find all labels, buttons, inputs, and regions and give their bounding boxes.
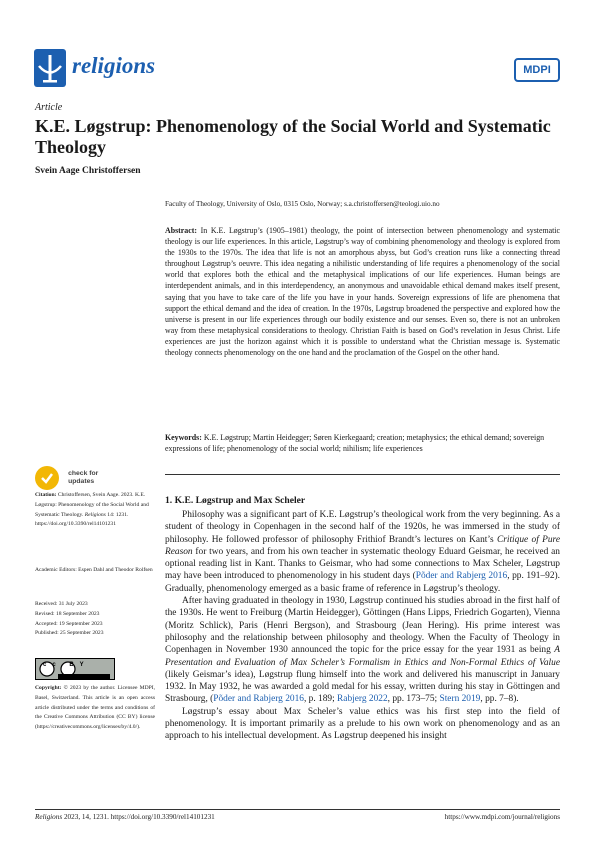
copyright (35, 684, 155, 733)
abstract-label: Abstract: (165, 226, 197, 235)
author-name: Svein Aage Christoffersen (35, 166, 141, 176)
body-text (165, 509, 560, 743)
citation-text-a: Christoffersen, Svein Aage. 2023. K.E. Løgstrup: Phenomenology of the Social World and Systematic Theology. (35, 492, 149, 518)
keywords-text: K.E. Løgstrup; Martin Heidegger; Søren Kierkegaard; creation; metaphysics; the ethical demand; sovereign expressions of life; phenomenology of the social world; nihilism; life experiences (165, 433, 545, 454)
check-for-updates-button[interactable] (35, 466, 98, 490)
citation (35, 491, 155, 530)
abstract (165, 225, 560, 358)
keywords-label: Keywords: (165, 433, 202, 442)
footer-journal: Religions (35, 813, 63, 821)
article-title: K.E. Løgstrup: Phenomenology of the Social World and Systematic Theology (35, 116, 551, 157)
divider (165, 474, 560, 475)
section-heading: 1. K.E. Løgstrup and Max Scheler (165, 495, 306, 506)
check-updates-icon (35, 466, 59, 490)
mdpi-logo: MDPI (514, 58, 560, 82)
citation-link[interactable]: Põder and Rabjerg 2016 (415, 571, 508, 582)
check-updates-line2: updates (68, 478, 95, 485)
paragraph-1: Philosophy was a significant part of K.E. Løgstrup’s theological work from the very beginning. As a student of theology in Copenhagen in the second half of the 1920s, he was immersed in the study of philosophy. He followed professor of philosophy Frithiof Brandt’s lectures on Kant’s Critique of Pure Reason for two years, and from his own teacher in systematic theology Eduard Geismar, he received an optional reading list in Kant. Thanks to Geismar, who had some connections to Max Scheler, Løgstrup may have been introduced to phenomenology in his student days (Põder and Rabjerg 2016, pp. 191–92). Gradually, phenomenology emerged as a basic frame of reference in Løgstrup’s theology. (165, 510, 561, 594)
footer-cite[interactable]: 2023, 14, 1231. https://doi.org/10.3390/rel14101231 (63, 813, 215, 821)
footer-divider (35, 809, 560, 810)
history-dates (35, 600, 155, 639)
check-updates-line1: check for (68, 470, 99, 477)
received-date: Received: 31 July 2023 (35, 601, 88, 607)
published-date: Published: 25 September 2023 (35, 630, 104, 637)
citation-link[interactable]: Stern 2019 (439, 694, 481, 705)
citation-label: Citation: (35, 492, 57, 498)
paragraph-2: After having graduated in theology in 1930, Løgstrup continued his studies abroad in the first half of the 1930s. He went to Freiburg (Martin Heidegger), Göttingen (Hans Lipps, Friedrich Gogarten), Vienna (Moritz Schlick), Paris (Henri Bergson), and Strasbourg (Jean Hering). His prime interest was philosophy and the relationship between philosophy and theology. When the Faculty of Theology in Copenhagen in November 1930 announced the topic for the price essay for the year 1931 as being A Presentation and Evaluation of Max Scheler’s Formalism in Ethics and Non-Formal Ethics of Value (likely Geismar’s idea), Løgstrup flung himself into the work and delivered his manuscript in January 1932. In May 1932, he was awarded a gold medal for his essay, written during his stay in Göttingen and Strasbourg, (Põder and Rabjerg 2016, p. 189; Rabjerg 2022, pp. 173–75; Stern 2019, pp. 7–8). (165, 596, 560, 705)
abstract-text: In K.E. Løgstrup’s (1905–1981) theology, the point of intersection between phenomenology and systematic theology is our life experiences. In this article, Løgstrup’s way of combining phenomenology and theology is explored from the 1930s to the 1970s. The idea that life is not an amorphous abyss, but God’s creation runs like a connecting thread throughout Løgstrup’s oeuvre. This idea negating a nihilistic understanding of life requires a phenomenology of the social world that explores both the ethical and the metaphysical implications of our life experiences. Human beings are interdependent animals, and in this interdependency, an anonymous and unavoidable ethical demand makes itself present, saying that you have to take care of the life you have in your hands. Sovereign expressions of life are phenomena that support the ethical demand and the idea of creation. In the 1970s, Løgstrup broadened the perspective and explored how the universe is present in our life experiences through our bodily existence and our senses. Even so, there is not an unbroken way from these metaphysical considerations to theology. Christian Faith is based on God’s revelation in Jesus Christ. Life experiences are just the horizon against which it is possible to understand what the Christian message is. Systematic theology connects phenomenology on the one hand and the proclamation of the Gospel on the other hand. (165, 226, 560, 358)
cc-by-license-badge[interactable] (35, 658, 115, 680)
citation-text-b[interactable]: 14: 1231. https://doi.org/10.3390/rel14101231 (35, 511, 129, 528)
revised-date: Revised: 18 September 2023 (35, 610, 100, 617)
citation-link[interactable]: Põder and Rabjerg 2016 (213, 694, 304, 705)
religions-logo-icon (34, 49, 66, 87)
footer-citation (35, 813, 215, 821)
footer-url[interactable]: https://www.mdpi.com/journal/religions (444, 813, 560, 821)
journal-name: religions (72, 53, 156, 78)
article-type: Article (35, 102, 63, 113)
academic-editors: Academic Editors: Espen Dahl and Theodor Rolfsen (35, 567, 153, 573)
keywords (165, 432, 560, 454)
citation-link[interactable]: Rabjerg 2022 (337, 694, 388, 705)
copyright-text: © 2023 by the author. Licensee MDPI, Basel, Switzerland. This article is an open access article distributed under the terms and conditions of the Creative Commons Attribution (CC BY) license (https://creativecommons.org/licenses/by/4.0/). (35, 685, 155, 731)
citation-journal: Religions (84, 511, 106, 518)
affiliation: Faculty of Theology, University of Oslo, 0315 Oslo, Norway; s.a.christoffersen@teologi.uio.no (165, 200, 440, 208)
cc-badge-text: cc BY (43, 662, 90, 668)
accepted-date: Accepted: 19 September 2023 (35, 620, 103, 627)
copyright-label: Copyright: (35, 685, 62, 691)
paragraph-3: Løgstrup’s essay about Max Scheler’s value ethics was his first step into the field of phenomenology. It is important primarily as a prelude to his own work on phenomenology and as an approach to his intellectual development. As Løgstrup deepened his insight (165, 706, 560, 742)
